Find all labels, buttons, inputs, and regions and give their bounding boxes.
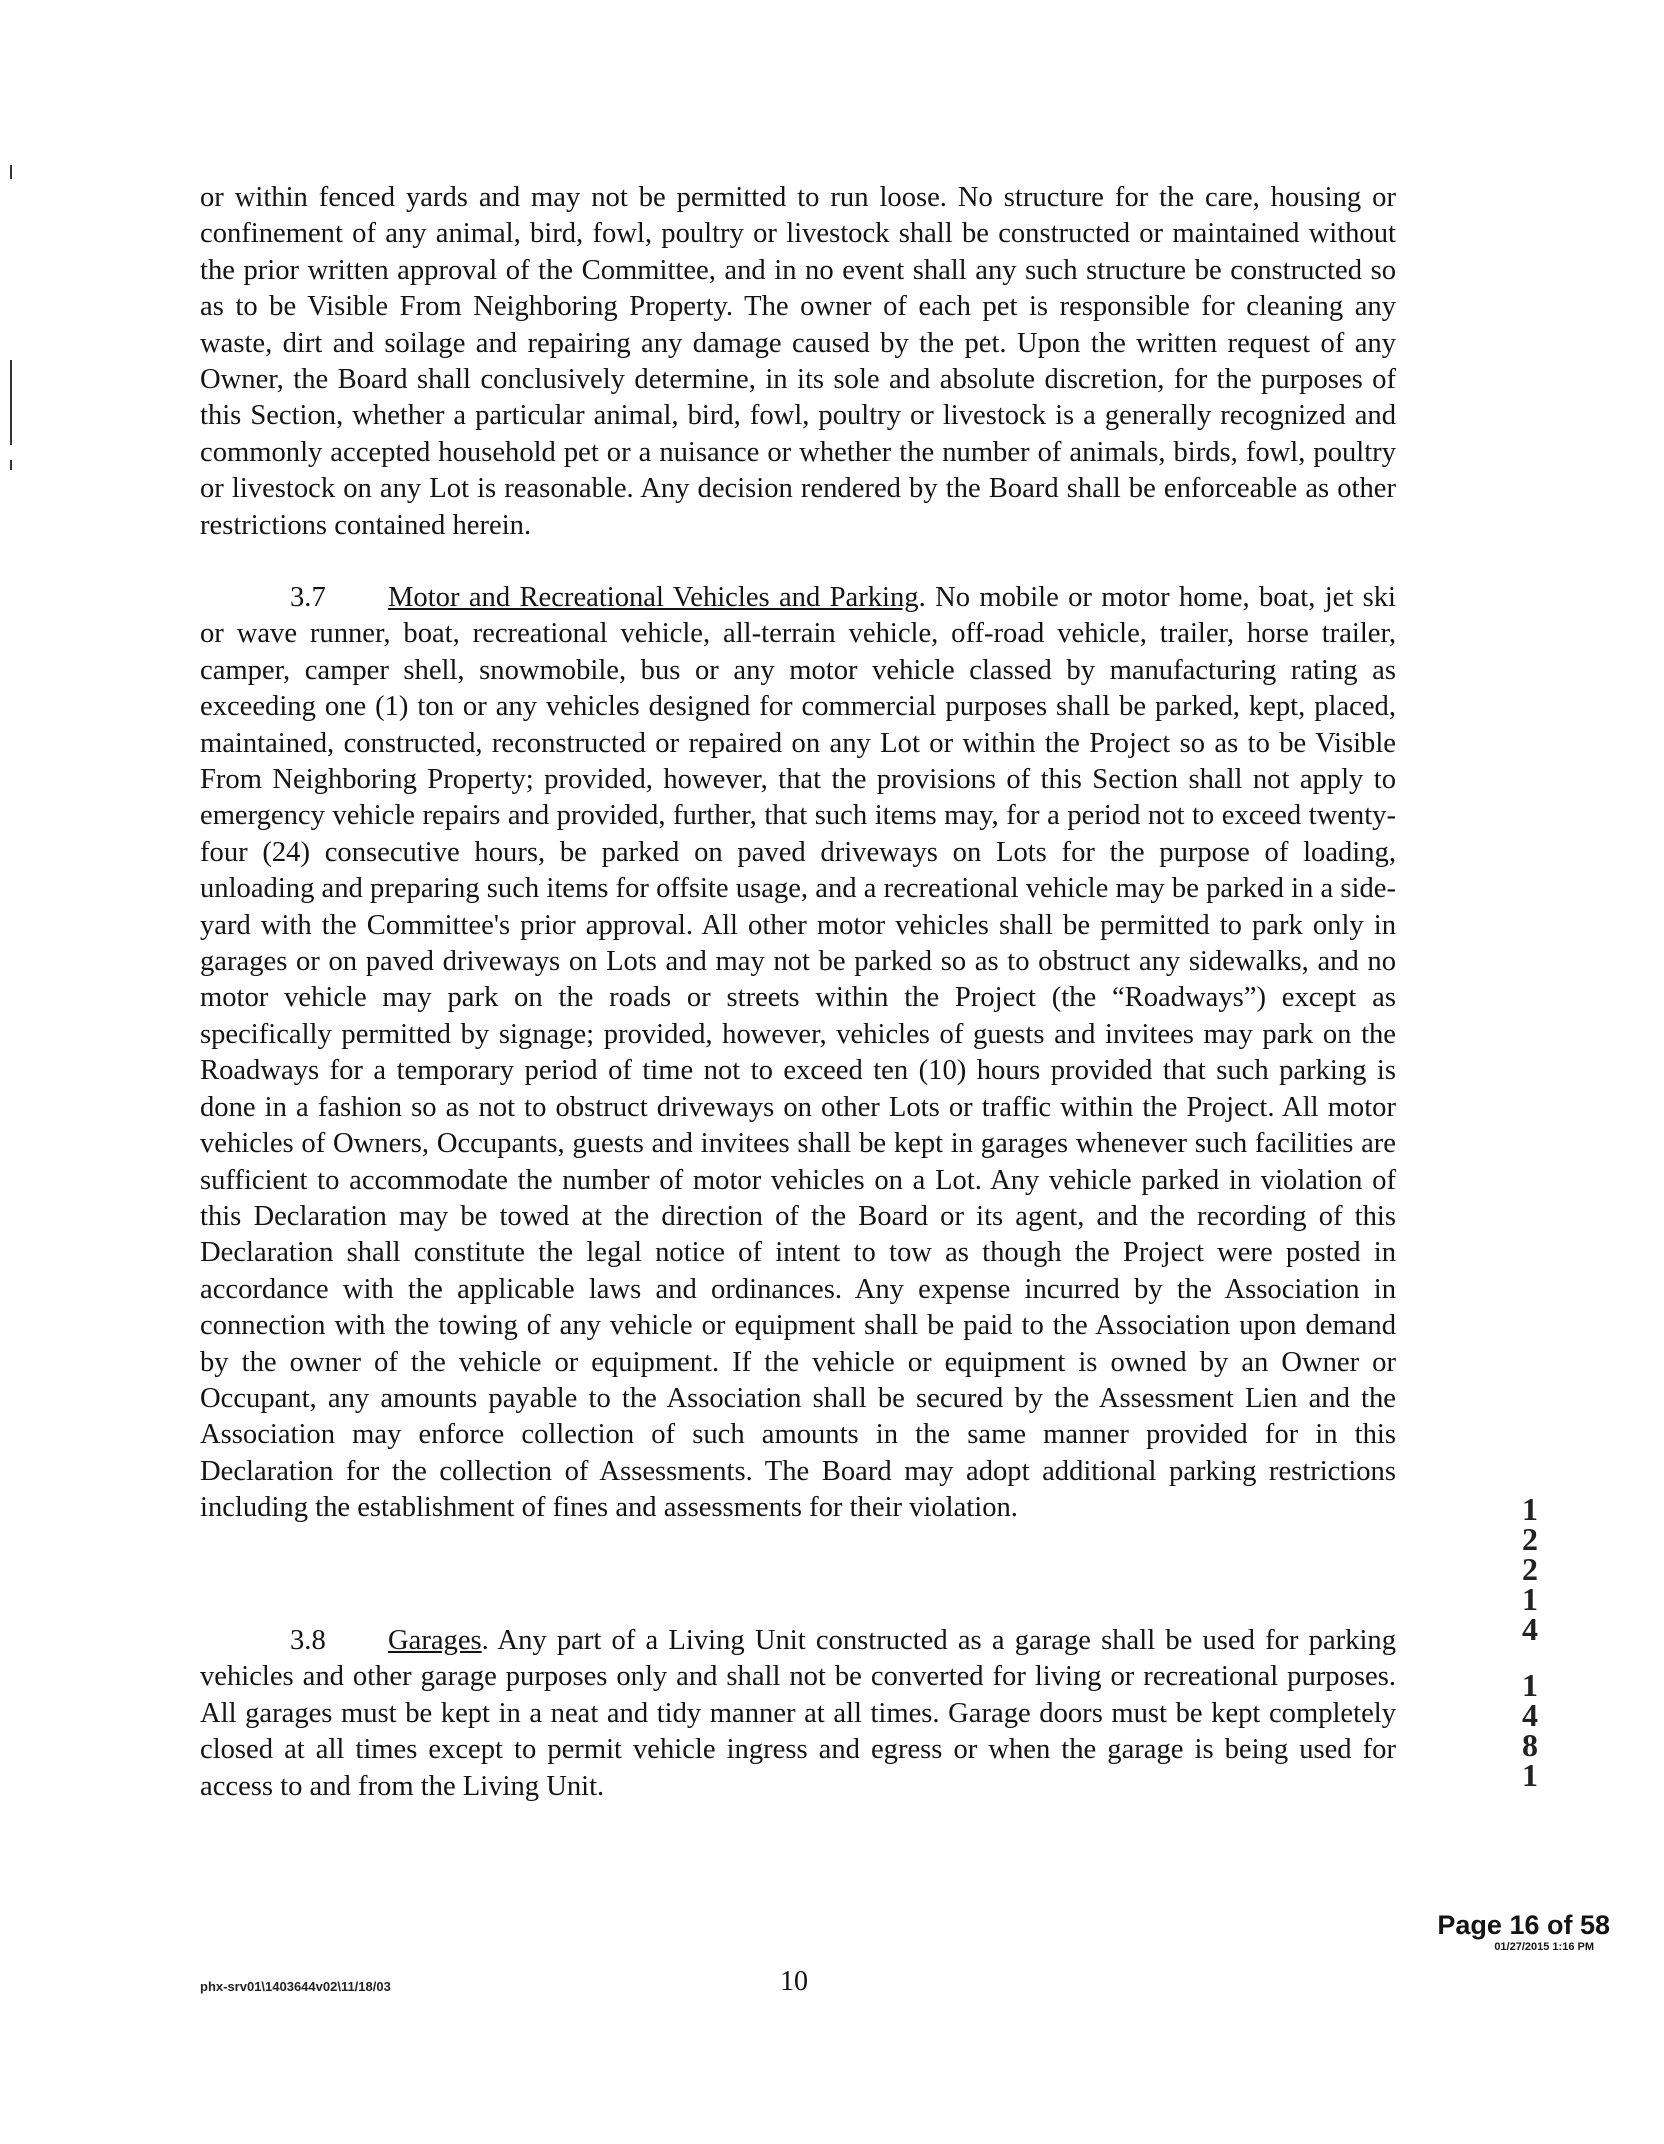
section-3-7-paragraph (200, 580, 1396, 1527)
footer-document-id: phx-srv01\1403644v02\11/18/03 (200, 1979, 391, 1994)
section-3-8-paragraph (200, 1623, 1396, 1805)
page-stamp (1390, 1910, 1610, 1954)
recording-digit: 1 (1522, 1757, 1538, 1793)
section-body: . No mobile or motor home, boat, jet ski or wave runner, boat, recreational vehicle, all-terrain vehicle, off-road vehicle, trailer, horse trailer, camper, camper shell, snowmobile, bus or any motor vehicle classed by manufacturing rating as exceeding one (1) ton or any vehicles designed for commercial purposes shall be parked, kept, placed, maintained, constructed, reconstructed or repaired on any Lot or within the Project so as to be Visible From Neighboring Property; provided, however, that the provisions of this Section shall not apply to emergency vehicle repairs and provided, further, that such items may, for a period not to exceed twenty-four (24) consecutive hours, be parked on paved driveways on Lots for the purpose of loading, unloading and preparing such items for offsite usage, and a recreational vehicle may be parked in a side-yard with the Committee's prior approval. All other motor vehicles shall be permitted to park only in garages or on paved driveways on Lots and may not be parked so as to obstruct any sidewalks, and no motor vehicle may park on the roads or streets within the Project (the “Roadways”) except as specifically permitted by signage; provided, however, vehicles of guests and invitees may park on the Roadways for a temporary period of time not to exceed ten (10) hours provided that such parking is done in a fashion so as not to obstruct driveways on other Lots or traffic within the Project. All motor vehicles of Owners, Occupants, guests and invitees shall be kept in garages whenever such facilities are sufficient to accommodate the number of motor vehicles on a Lot. Any vehicle parked in violation of this Declaration may be towed at the direction of the Board or its agent, and the recording of this Declaration shall constitute the legal notice of intent to tow as though the Project were posted in accordance with the applicable laws and ordinances. Any expense incurred by the Association in connection with the towing of any vehicle or equipment shall be paid to the Association upon demand by the owner of the vehicle or equipment. If the vehicle or equipment is owned by an Owner or Occupant, any amounts payable to the Association shall be secured by the Assessment Lien and the Association may enforce collection of such amounts in the same manner provided for in this Declaration for the collection of Assessments. The Board may adopt additional parking restrictions including the establishment of fines and assessments for their violation. (200, 582, 1396, 1524)
recording-digit: 4 (1522, 1697, 1538, 1733)
recording-digit: 8 (1522, 1727, 1538, 1763)
recording-digit: 1 (1522, 1581, 1538, 1617)
footer-page-number: 10 (780, 1966, 808, 1997)
recording-digit: 2 (1522, 1551, 1538, 1587)
page-count-label: Page 16 of 58 (1437, 1910, 1610, 1940)
margin-mark (10, 165, 12, 179)
section-number: 3.7 (290, 582, 326, 613)
section-number: 3.8 (290, 1625, 326, 1656)
margin-mark (10, 360, 12, 445)
recording-digit: 4 (1522, 1611, 1538, 1647)
margin-mark (10, 460, 12, 470)
stamp-timestamp: 01/27/2015 1:16 PM (1494, 1941, 1594, 1953)
section-heading: Motor and Recreational Vehicles and Parking (388, 582, 919, 613)
recording-digit: 2 (1522, 1521, 1538, 1557)
section-body: . Any part of a Living Unit constructed as a garage shall be used for parking vehicles and other garage purposes only and shall not be converted for living or recreational purposes. All garages must be kept in a neat and tidy manner at all times. Garage doors must be kept completely closed at all times except to permit vehicle ingress and egress or when the garage is being used for access to and from the Living Unit. (200, 1625, 1396, 1802)
recording-number (1510, 1491, 1550, 1793)
section-heading: Garages (388, 1625, 482, 1656)
section-3-6-continued-paragraph: or within fenced yards and may not be permitted to run loose. No structure for the care, housing or confinement of any animal, bird, fowl, poultry or livestock shall be constructed or maintained without the prior written approval of the Committee, and in no event shall any such structure be constructed so as to be Visible From Neighboring Property. The owner of each pet is responsible for cleaning any waste, dirt and soilage and repairing any damage caused by the pet. Upon the written request of any Owner, the Board shall conclusively determine, in its sole and absolute discretion, for the purposes of this Section, whether a particular animal, bird, fowl, poultry or livestock is a generally recognized and commonly accepted household pet or a nuisance or whether the number of animals, birds, fowl, poultry or livestock on any Lot is reasonable. Any decision rendered by the Board shall be enforceable as other restrictions contained herein. (200, 182, 1396, 541)
recording-digit: 1 (1522, 1667, 1538, 1703)
recording-digit: 1 (1522, 1491, 1538, 1527)
